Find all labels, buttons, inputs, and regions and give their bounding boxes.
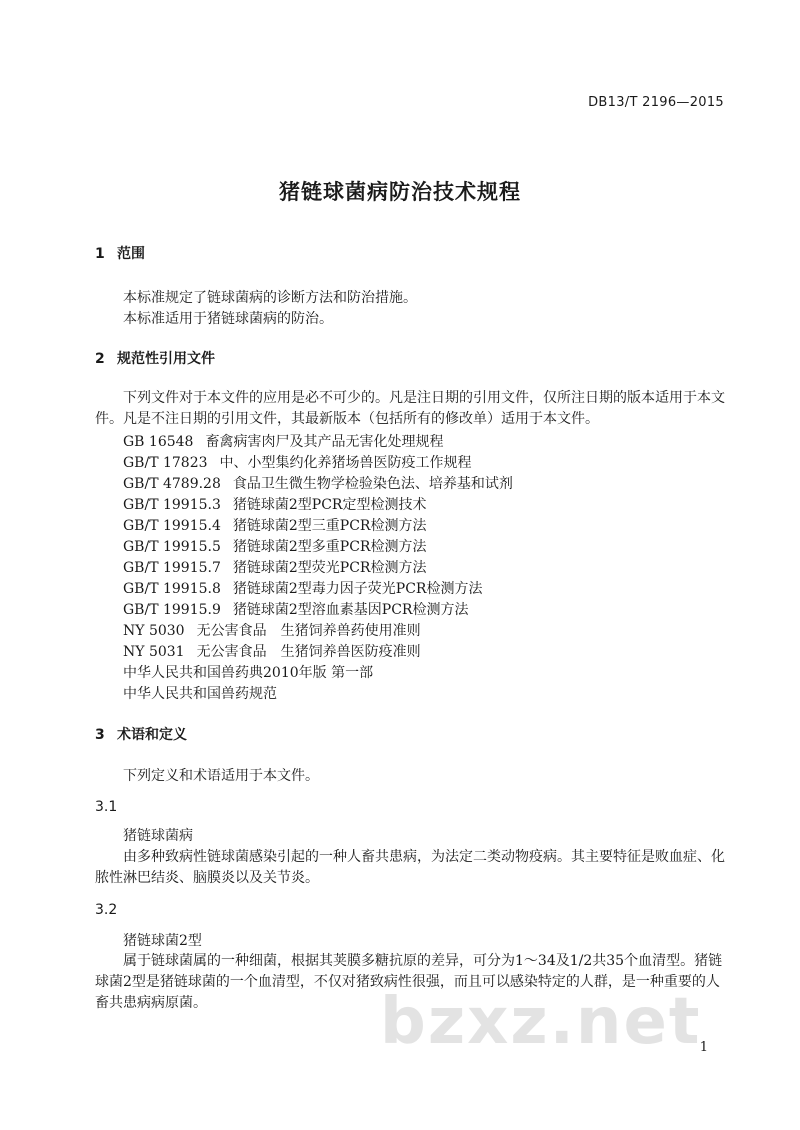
reference-item <box>123 536 426 556</box>
reference-title: 无公害食品 生猪饲养兽药使用准则 <box>196 623 421 639</box>
reference-title: 猪链球菌2型溶血素基因PCR检测方法 <box>232 602 469 618</box>
section-3-heading <box>95 724 187 744</box>
scope-line-2: 本标准适用于猪链球菌病的防治。 <box>123 311 333 327</box>
section-number: 3 <box>95 727 105 743</box>
term-number: 3.2 <box>95 902 118 918</box>
reference-item <box>123 641 421 661</box>
reference-title: 食品卫生微生物学检验染色法、培养基和试剂 <box>232 476 513 492</box>
reference-code: GB/T 19915.4 <box>123 518 221 534</box>
reference-title: 中、小型集约化养猪场兽医防疫工作规程 <box>219 455 472 471</box>
standard-code: DB13/T 2196—2015 <box>588 95 724 110</box>
references-intro: 下列文件对于本文件的应用是必不可少的。凡是注日期的引用文件，仅所注日期的版本适用于本文件。凡是不注日期的引用文件，其最新版本（包括所有的修改单）适用于本文件。 <box>95 390 725 427</box>
reference-code: GB 16548 <box>123 434 194 450</box>
reference-title: 猪链球菌2型毒力因子荧光PCR检测方法 <box>232 581 483 597</box>
term-name: 猪链球菌2型 <box>123 933 202 949</box>
reference-item <box>123 431 443 451</box>
reference-item <box>123 578 482 598</box>
section-1-heading <box>95 243 145 263</box>
section-2-heading <box>95 348 215 368</box>
reference-code: GB/T 19915.5 <box>123 539 221 555</box>
reference-item <box>123 557 426 577</box>
page-number: 1 <box>699 1040 708 1055</box>
term-number: 3.1 <box>95 799 118 815</box>
reference-code: GB/T 19915.8 <box>123 581 221 597</box>
reference-code: NY 5031 <box>123 644 185 660</box>
reference-item <box>123 599 468 619</box>
reference-title: 猪链球菌2型PCR定型检测技术 <box>232 497 427 513</box>
watermark: bzxz.net <box>380 985 702 1059</box>
term-definition: 由多种致病性链球菌感染引起的一种人畜共患病，为法定二类动物疫病。其主要特征是败血症、化脓性淋巴结炎、脑膜炎以及关节炎。 <box>95 849 725 886</box>
reference-code: GB/T 19915.3 <box>123 497 221 513</box>
reference-title: 猪链球菌2型三重PCR检测方法 <box>232 518 427 534</box>
section-number: 1 <box>95 246 105 262</box>
reference-item <box>123 515 426 535</box>
reference-title: 无公害食品 生猪饲养兽医防疫准则 <box>196 644 421 660</box>
reference-item <box>123 494 426 514</box>
reference-title: 猪链球菌2型多重PCR检测方法 <box>232 539 427 555</box>
reference-code: GB/T 19915.7 <box>123 560 221 576</box>
reference-code: NY 5030 <box>123 623 185 639</box>
section-number: 2 <box>95 351 105 367</box>
section-title: 术语和定义 <box>117 727 187 743</box>
reference-code: GB/T 17823 <box>123 455 208 471</box>
document-title: 猪链球菌病防治技术规程 <box>279 180 521 204</box>
reference-item <box>123 452 472 472</box>
reference-code: GB/T 4789.28 <box>123 476 221 492</box>
reference-extra: 中华人民共和国兽药规范 <box>123 686 277 702</box>
reference-code: GB/T 19915.9 <box>123 602 221 618</box>
section-title: 范围 <box>117 246 145 262</box>
reference-extra: 中华人民共和国兽药典2010年版 第一部 <box>123 665 374 681</box>
reference-item <box>123 473 513 493</box>
reference-title: 畜禽病害肉尸及其产品无害化处理规程 <box>205 434 444 450</box>
section-title: 规范性引用文件 <box>117 351 215 367</box>
term-name: 猪链球菌病 <box>123 828 193 844</box>
terms-intro: 下列定义和术语适用于本文件。 <box>123 768 319 784</box>
reference-title: 猪链球菌2型荧光PCR检测方法 <box>232 560 427 576</box>
reference-item <box>123 620 421 640</box>
scope-line-1: 本标准规定了链球菌病的诊断方法和防治措施。 <box>123 290 417 306</box>
term-definition: 属于链球菌属的一种细菌，根据其荚膜多糖抗原的差异，可分为1～34及1/2共35个血清型。猪链球菌2型是猪链球菌的一个血清型，不仅对猪致病性很强，而且可以感染特定的人群，是一种重要的人畜共患病病原菌。 <box>95 953 723 1011</box>
